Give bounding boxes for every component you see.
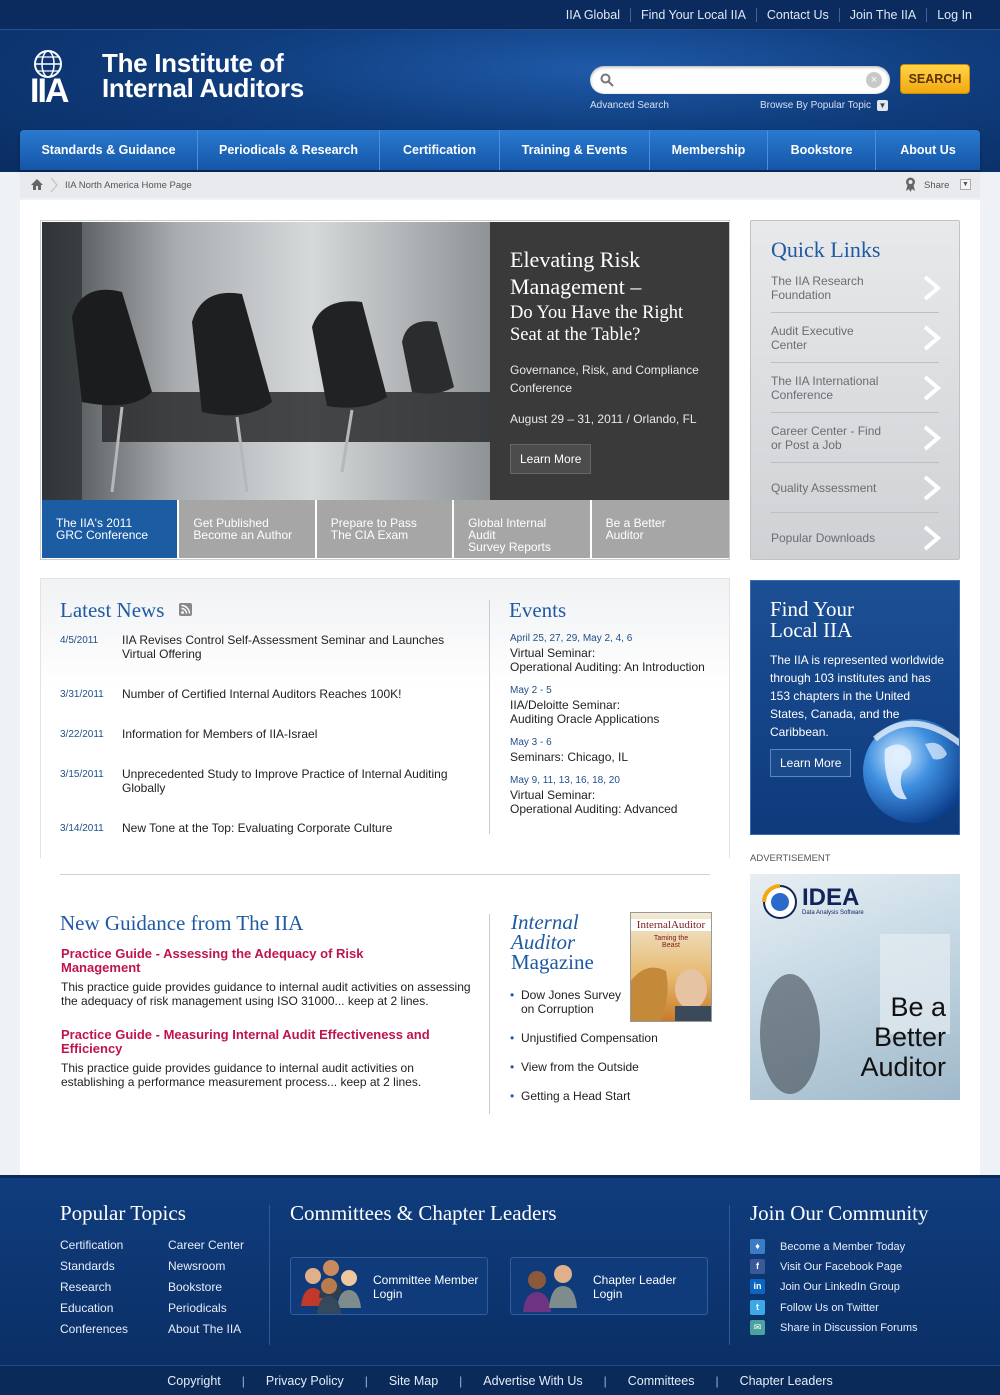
magazine-cover-image[interactable] (630, 912, 712, 1022)
footer-link[interactable]: Standards (60, 1259, 115, 1273)
divider (60, 874, 710, 875)
nav-standards-guidance[interactable]: Standards & Guidance (20, 130, 198, 170)
people-group-icon (295, 1250, 369, 1314)
event-item[interactable] (510, 684, 720, 726)
magazine-cover-story: Taming the Beast (653, 935, 689, 949)
event-item[interactable] (510, 632, 720, 674)
link-separator: | (241, 1373, 245, 1388)
divider (489, 600, 490, 834)
quick-link-item[interactable] (771, 313, 939, 363)
logo-line-1: The Institute of (102, 48, 284, 78)
community-link-label: Join Our LinkedIn Group (780, 1280, 900, 1293)
magazine-article-link[interactable] (510, 988, 626, 1016)
nav-membership[interactable]: Membership (650, 130, 768, 170)
topbar-link-join[interactable]: Join The IIA (839, 8, 926, 22)
event-item[interactable] (510, 774, 720, 816)
hero-tab-line1: Global Internal Audit (468, 516, 547, 542)
event-date: May 3 - 6 (510, 737, 552, 748)
event-item[interactable] (510, 736, 720, 764)
topbar-link-login[interactable]: Log In (926, 8, 982, 22)
community-link-linkedin[interactable] (750, 1279, 900, 1294)
advertisement-label: ADVERTISEMENT (750, 853, 831, 864)
footer-link-advertise[interactable]: Advertise With Us (483, 1373, 583, 1388)
magazine-article-link[interactable] (510, 1089, 630, 1103)
news-item[interactable] (60, 633, 460, 661)
find-local-learn-more-button[interactable]: Learn More (770, 749, 851, 777)
hero-tab-line2: GRC Conference (56, 528, 149, 542)
bottom-links-bar (0, 1365, 1000, 1395)
magazine-cover-title: InternalAuditor (631, 919, 711, 931)
magazine-title-line3: Magazine (511, 950, 594, 974)
guidance-item-title[interactable]: Practice Guide - Measuring Internal Audit Effectiveness and Efficiency (61, 1027, 430, 1056)
footer-link[interactable]: Periodicals (168, 1301, 227, 1315)
quick-link-label: Popular Downloads (771, 531, 876, 545)
news-date: 3/15/2011 (60, 769, 104, 780)
chevron-right-icon (921, 275, 943, 301)
browse-popular-topic-label: Browse By Popular Topic (760, 100, 871, 111)
footer-link[interactable]: Certification (60, 1238, 124, 1252)
chevron-right-icon (921, 475, 943, 501)
guidance-item-title[interactable]: Practice Guide - Assessing the Adequacy of Risk Management (61, 946, 364, 975)
bullet-icon: • (510, 1089, 515, 1103)
magazine-article-title: View from the Outside (521, 1060, 639, 1074)
ad-logo-text: IDEA (802, 884, 860, 911)
news-headline[interactable]: IIA Revises Control Self-Assessment Seminar and Launches Virtual Offering (122, 633, 445, 661)
footer-link-chapter-leaders[interactable]: Chapter Leaders (739, 1373, 833, 1388)
topbar-link-find-local[interactable]: Find Your Local IIA (630, 8, 756, 22)
link-separator: | (459, 1373, 463, 1388)
ad-logo-subtitle: Data Analysis Software (802, 910, 864, 916)
logo-mark-text: IIA (30, 72, 68, 110)
topbar-link-contact[interactable]: Contact Us (756, 8, 839, 22)
footer-link-sitemap[interactable]: Site Map (388, 1373, 439, 1388)
breadcrumb-separator-icon (50, 177, 58, 193)
magazine-article-title: Unjustified Compensation (521, 1031, 658, 1045)
hero-tabs (42, 500, 729, 558)
topbar-link-iia-global[interactable]: IIA Global (565, 8, 620, 22)
nav-periodicals-research[interactable]: Periodicals & Research (198, 130, 380, 170)
hero-subtitle: Do You Have the Right Seat at the Table? (510, 303, 684, 345)
event-line2: Operational Auditing: An Introduction (510, 660, 705, 674)
facebook-icon: f (750, 1259, 765, 1274)
news-headline[interactable]: New Tone at the Top: Evaluating Corporate Culture (122, 821, 393, 835)
hero-image-boardroom-chairs (42, 222, 490, 500)
event-line1: Virtual Seminar: (510, 646, 596, 660)
magazine-article-title: Getting a Head Start (521, 1089, 631, 1103)
hero-tab-line2: Survey Reports (468, 540, 551, 554)
news-headline[interactable]: Number of Certified Internal Auditors Reaches 100K! (122, 687, 402, 701)
hero-tab-line1: Be a Better (605, 516, 666, 530)
hero-promo-panel (490, 222, 729, 500)
link-separator: | (603, 1373, 607, 1388)
community-link-twitter[interactable] (750, 1300, 879, 1315)
browse-popular-topic-dropdown[interactable] (760, 100, 888, 111)
news-date: 4/5/2011 (60, 635, 99, 646)
hero-tab-line2: The CIA Exam (330, 528, 409, 542)
latest-news-title: Latest News (60, 598, 165, 622)
footer-link[interactable]: About The IIA (168, 1322, 242, 1336)
find-local-title (770, 599, 940, 641)
idea-logo-icon (760, 882, 800, 922)
magazine-title-line1: Internal (511, 910, 579, 934)
footer-link-committees[interactable]: Committees (627, 1373, 695, 1388)
footer-link[interactable]: Bookstore (168, 1280, 223, 1294)
link-separator: | (715, 1373, 719, 1388)
hero-tab-line2: Become an Author (193, 528, 293, 542)
event-line1: IIA/Deloitte Seminar: (510, 698, 621, 712)
quick-link-item[interactable] (771, 263, 939, 313)
hero-tab-cia-exam[interactable] (317, 500, 454, 558)
logo-line-2: Internal Auditors (102, 73, 304, 103)
community-link-forums[interactable] (750, 1320, 918, 1335)
event-line1: Seminars: Chicago, IL (510, 750, 629, 764)
magazine-title[interactable] (511, 912, 594, 972)
community-link-label: Visit Our Facebook Page (780, 1260, 903, 1273)
nav-bookstore[interactable]: Bookstore (768, 130, 876, 170)
chevron-right-icon (921, 325, 943, 351)
event-line2: Operational Auditing: Advanced (510, 802, 678, 816)
guidance-item-text: This practice guide provides guidance to internal audit activities on assessing the adequacy of risk management using ISO 31000... keep at 2 lines. (61, 980, 471, 1008)
breadcrumb (20, 172, 980, 198)
find-local-iia-panel (750, 580, 960, 835)
share-label[interactable]: Share (924, 180, 950, 191)
chevron-right-icon (921, 425, 943, 451)
rss-icon[interactable] (179, 603, 192, 616)
news-headline[interactable]: Information for Members of IIA-Israel (122, 727, 318, 741)
hero-date: August 29 – 31, 2011 / Orlando, FL (510, 412, 697, 426)
guidance-item (61, 947, 476, 1008)
popular-topics-title: Popular Topics (60, 1201, 186, 1225)
forum-icon: ✉ (750, 1320, 765, 1335)
share-dropdown-icon[interactable]: ▼ (960, 179, 971, 190)
footer-link-copyright[interactable]: Copyright (167, 1373, 221, 1388)
hero-carousel (40, 220, 730, 560)
magazine-article-link[interactable] (510, 1031, 658, 1045)
news-date: 3/22/2011 (60, 729, 104, 740)
footer-link[interactable]: Career Center (168, 1238, 245, 1252)
search-input[interactable] (620, 71, 860, 89)
bullet-icon: • (510, 1031, 515, 1045)
footer-link[interactable]: Education (60, 1301, 114, 1315)
chapter-leader-login-label: Chapter Leader Login (593, 1273, 677, 1301)
hero-tab-line2: Auditor (605, 528, 644, 542)
quick-link-item[interactable] (771, 463, 939, 513)
linkedin-icon: in (750, 1279, 765, 1294)
search-field[interactable] (590, 66, 890, 94)
quick-link-label: Audit Executive Center (771, 323, 854, 352)
quick-links-panel (750, 220, 960, 560)
guidance-title: New Guidance from The IIA (60, 911, 304, 935)
nav-about-us[interactable]: About Us (900, 143, 956, 157)
nav-training-events[interactable]: Training & Events (500, 130, 650, 170)
quick-link-label: Quality Assessment (771, 480, 877, 495)
divider (489, 914, 490, 1114)
hero-tab-line1: Prepare to Pass (330, 516, 417, 530)
hero-conference: Governance, Risk, and Compliance Conference (510, 363, 699, 395)
footer-link[interactable]: Conferences (60, 1322, 129, 1336)
bullet-icon: • (510, 988, 515, 1002)
magazine-title-line2: Auditor (511, 930, 576, 954)
advertisement-banner[interactable] (750, 874, 960, 1100)
link-separator: | (364, 1373, 368, 1388)
advanced-search-link[interactable]: Advanced Search (590, 100, 669, 111)
quick-link-item[interactable] (771, 513, 939, 563)
hero-title: Elevating Risk Management – (510, 247, 642, 299)
find-local-title-line1: Find Your (770, 597, 855, 621)
footer-link[interactable]: Research (60, 1280, 112, 1294)
quick-link-label: Career Center - Find or Post a Job (771, 423, 882, 452)
nav-certification[interactable]: Certification (380, 130, 500, 170)
quick-link-label: The IIA Research Foundation (771, 273, 864, 302)
breadcrumb-current: IIA North America Home Page (65, 180, 192, 191)
twitter-icon: t (750, 1300, 765, 1315)
ad-tagline: Be a Better Auditor (860, 992, 946, 1082)
magazine-article-link[interactable] (510, 1060, 639, 1074)
news-headline[interactable]: Unprecedented Study to Improve Practice of Internal Auditing Globally (122, 767, 448, 795)
event-date: April 25, 27, 29, May 2, 4, 6 (510, 633, 633, 644)
guidance-item (61, 1028, 476, 1089)
bullet-icon: • (510, 1060, 515, 1074)
quick-link-item[interactable] (771, 363, 939, 413)
search-button[interactable]: SEARCH (900, 64, 970, 94)
news-item[interactable] (60, 727, 460, 741)
people-group-icon (515, 1250, 589, 1314)
community-link-label: Become a Member Today (780, 1240, 906, 1253)
quick-link-item[interactable] (771, 413, 939, 463)
community-link-member[interactable] (750, 1239, 905, 1254)
member-icon: ♦ (750, 1239, 765, 1254)
event-line2: Auditing Oracle Applications (510, 712, 660, 726)
news-date: 3/31/2011 (60, 689, 104, 700)
event-date: May 2 - 5 (510, 685, 552, 696)
iia-globe-logo-icon (30, 46, 100, 110)
hero-tab-survey-reports[interactable] (454, 500, 591, 558)
footer-link[interactable]: Newsroom (168, 1259, 226, 1273)
news-date: 3/14/2011 (60, 823, 104, 834)
quick-links-list (771, 263, 939, 563)
clear-icon[interactable]: × (866, 72, 882, 88)
news-item[interactable] (60, 821, 460, 835)
quick-links-title: Quick Links (771, 237, 881, 262)
chevron-right-icon (921, 525, 943, 551)
news-item[interactable] (60, 767, 460, 795)
magazine-article-title: Dow Jones Survey on Corruption (521, 988, 622, 1016)
find-local-text: The IIA is represented worldwide through 103 institutes and has 153 chapters in the United States, Canada, and the Caribbean. (770, 653, 945, 739)
hero-tab-grc-conference[interactable] (42, 500, 179, 558)
hero-tab-get-published[interactable] (179, 500, 316, 558)
community-link-facebook[interactable] (750, 1259, 902, 1274)
event-line1: Virtual Seminar: (510, 788, 596, 802)
events-title: Events (509, 598, 567, 622)
utility-bar (0, 0, 1000, 30)
logo-wordmark (102, 48, 304, 103)
guidance-item-text: This practice guide provides guidance to internal audit activities on establishing a performance measurement process... keep at 2 lines. (61, 1061, 422, 1089)
committee-member-login-button[interactable] (290, 1257, 488, 1315)
chevron-down-icon: ▼ (878, 101, 887, 110)
hero-tab-better-auditor[interactable] (592, 500, 729, 558)
event-date: May 9, 11, 13, 16, 18, 20 (510, 775, 620, 786)
site-logo[interactable] (30, 46, 304, 110)
committee-member-login-label: Committee Member Login (373, 1273, 479, 1301)
hero-tab-line1: Get Published (193, 516, 269, 530)
community-link-label: Follow Us on Twitter (780, 1301, 879, 1314)
chapter-leader-login-button[interactable] (510, 1257, 708, 1315)
join-community-title: Join Our Community (750, 1201, 929, 1225)
main-navigation (20, 130, 980, 170)
home-icon[interactable] (30, 178, 44, 191)
divider (0, 1175, 1000, 1178)
share-ribbon-icon[interactable] (904, 177, 917, 192)
hero-tab-line1: The IIA's 2011 (56, 516, 133, 530)
search-icon (600, 73, 614, 87)
find-local-title-line2: Local IIA (770, 618, 853, 642)
community-link-label: Share in Discussion Forums (780, 1321, 918, 1334)
hero-learn-more-button[interactable]: Learn More (510, 444, 591, 474)
footer-link-privacy[interactable]: Privacy Policy (265, 1373, 344, 1388)
chevron-right-icon (921, 375, 943, 401)
news-item[interactable] (60, 687, 460, 701)
divider (269, 1205, 270, 1345)
quick-link-label: The IIA International Conference (771, 373, 879, 402)
divider (729, 1205, 730, 1345)
committees-title: Committees & Chapter Leaders (290, 1201, 557, 1225)
